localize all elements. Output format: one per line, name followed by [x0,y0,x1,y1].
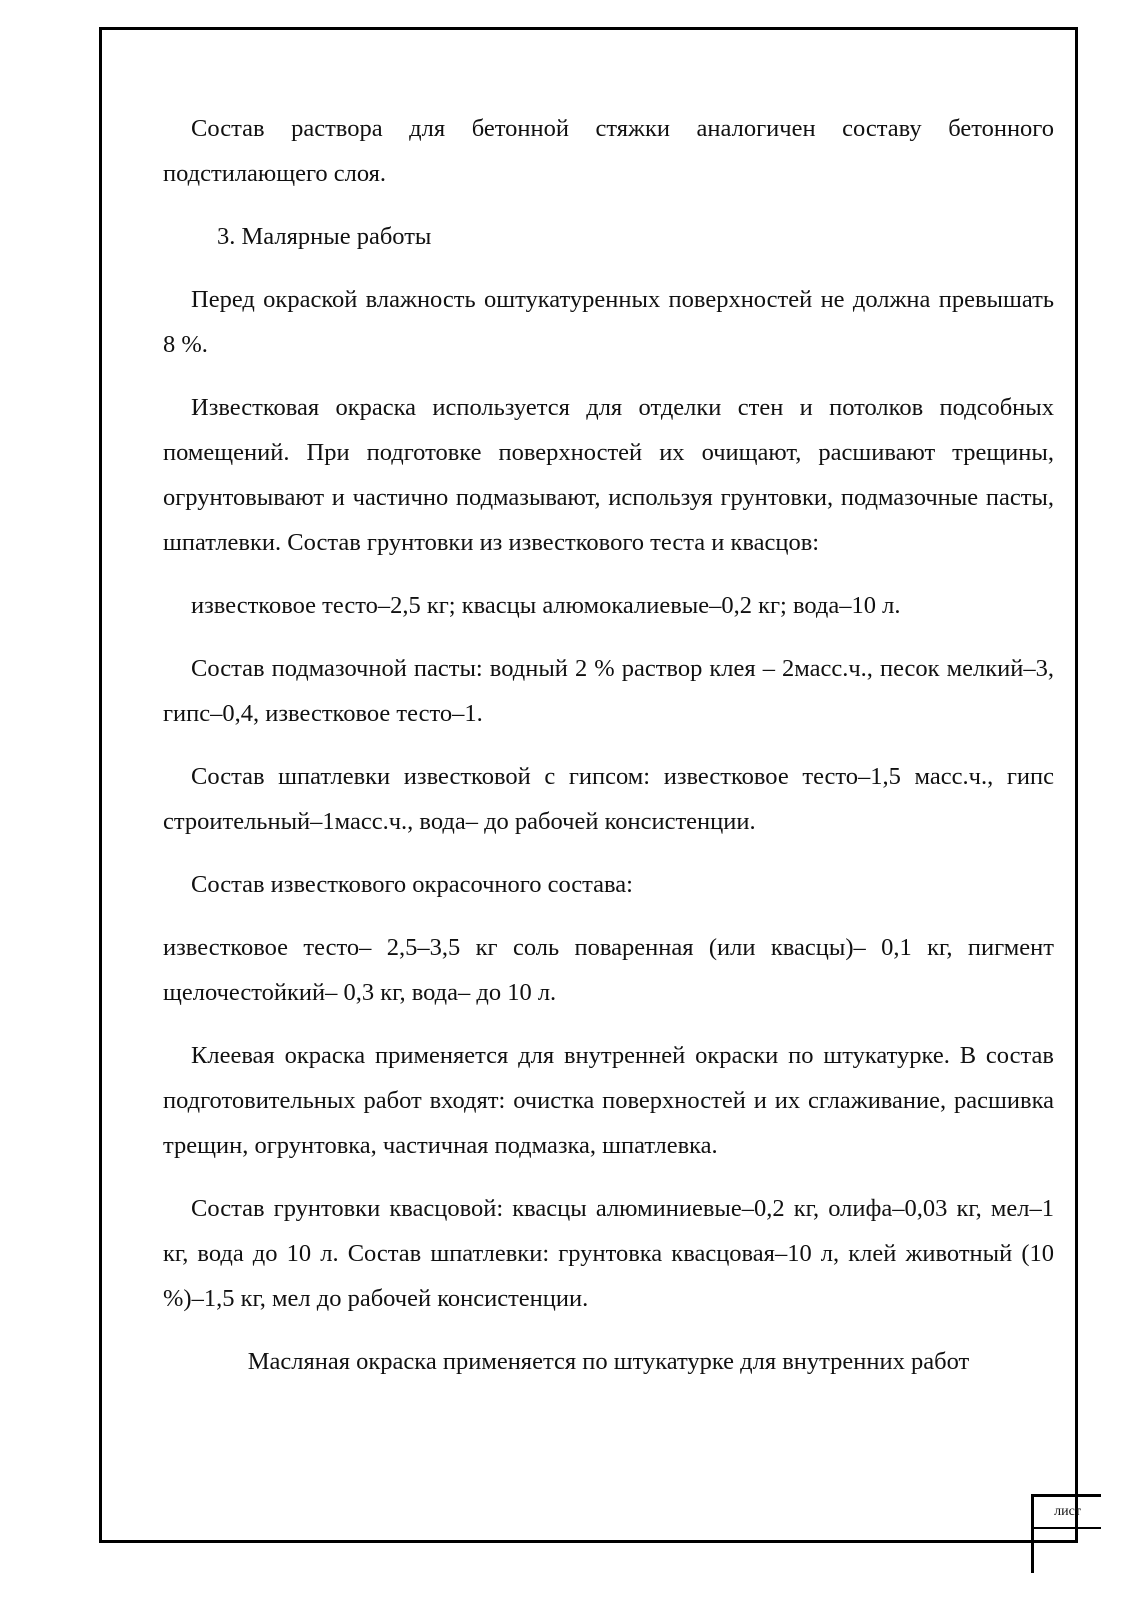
paragraph-lime-paint: Известковая окраска используется для отделки стен и потолков подсобных помещений. При подготовке поверхностей их очищают, расшивают трещины, огрунтовывают и частично подмазывают, используя грунтовки, подмазочные пасты, шпатлевки. Состав грунтовки из известкового теста и квасцов: [163,394,1054,556]
paragraph-glue-paint: Клеевая окраска применяется для внутренней окраски по штукатурке. В состав подготовительных работ входят: очистка поверхностей и их сглаживание, расшивка трещин, огрунтовка, частичная подмазка, шпатлевка. [163,1042,1054,1159]
document-body [163,106,1054,1402]
paragraph-primer-recipe: известковое тесто–2,5 кг; квасцы алюмокалиевые–0,2 кг; вода–10 л. [191,592,901,619]
paragraph-lime-composition-title: Состав известкового окрасочного состава: [191,871,633,898]
sheet-label: лист [1034,1497,1101,1529]
title-block [1031,1494,1101,1573]
paragraph-moisture: Перед окраской влажность оштукатуренных поверхностей не должна превышать 8 %. [163,286,1054,358]
section-heading-painting: 3. Малярные работы [217,223,432,250]
sheet-number-cell [1034,1529,1101,1573]
paragraph-putty: Состав шпатлевки известковой с гипсом: известковое тесто–1,5 масс.ч., гипс строительный–1масс.ч., вода– до рабочей консистенции. [163,763,1054,835]
paragraph-screed: Состав раствора для бетонной стяжки аналогичен составу бетонного подстилающего слоя. [163,115,1054,187]
paragraph-filler-paste: Состав подмазочной пасты: водный 2 % раствор клея – 2масс.ч., песок мелкий–3, гипс–0,4, известковое тесто–1. [163,655,1054,727]
paragraph-oil-paint: Масляная окраска применяется по штукатурке для внутренних работ [247,1348,970,1375]
paragraph-alum-primer: Состав грунтовки квасцовой: квасцы алюминиевые–0,2 кг, олифа–0,03 кг, мел–1 кг, вода до 10 л. Состав шпатлевки: грунтовка квасцовая–10 л, клей животный (10 %)–1,5 кг, мел до рабочей консистенции. [163,1195,1054,1312]
paragraph-lime-composition: известковое тесто– 2,5–3,5 кг соль поваренная (или квасцы)– 0,1 кг, пигмент щелочестойкий– 0,3 кг, вода– до 10 л. [163,934,1054,1006]
